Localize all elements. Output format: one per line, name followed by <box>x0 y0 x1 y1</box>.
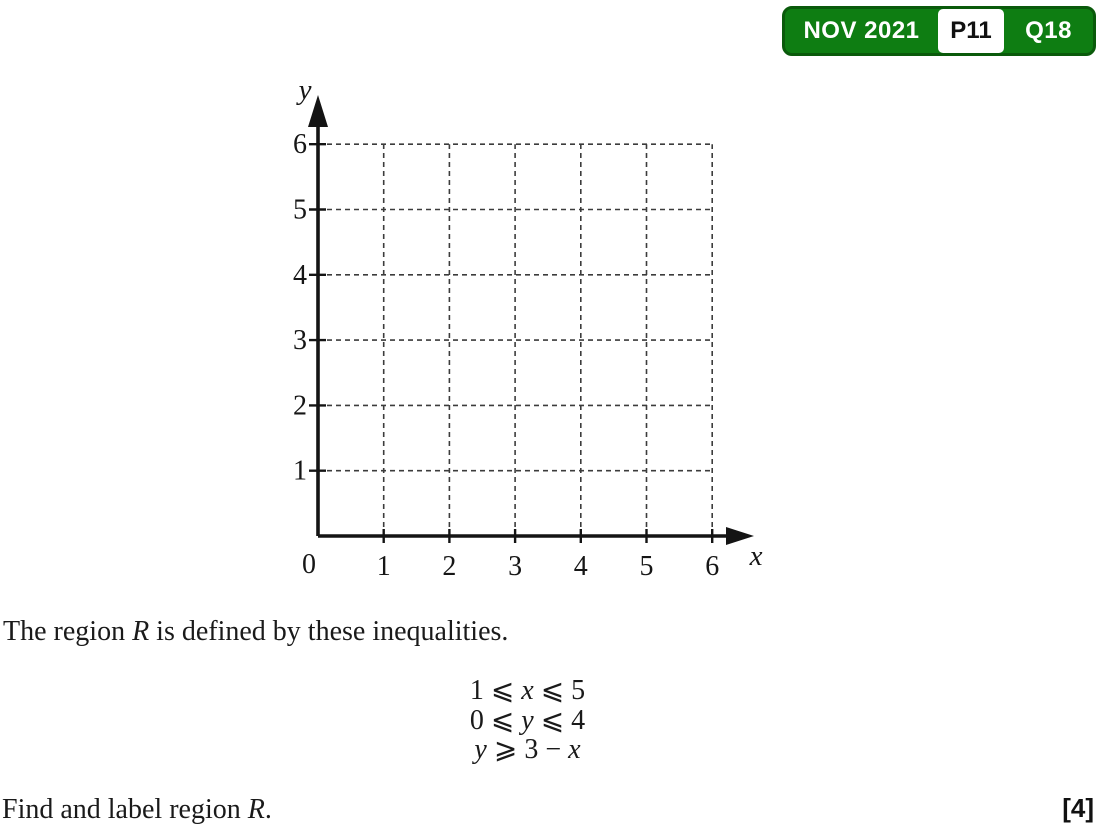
task-line <box>2 793 272 827</box>
ineq1-post: ⩽ 5 <box>533 675 586 706</box>
badge-session-label: NOV 2021 <box>803 17 920 44</box>
x-tick-label: 6 <box>705 551 720 582</box>
x-tick-label: 4 <box>573 551 588 582</box>
y-tick-label: 2 <box>293 390 307 422</box>
badge-paper-label: P11 <box>938 9 1004 53</box>
inequalities-block <box>0 676 1055 765</box>
ineq1-pre: 1 ⩽ <box>469 675 522 706</box>
coordinate-grid <box>280 75 770 590</box>
ineq3-var1: y <box>474 734 487 765</box>
inequality-y-bounds <box>0 706 1055 736</box>
ineq3-mid: ⩾ 3 − <box>486 734 569 765</box>
x-axis-label: x <box>749 540 763 572</box>
ineq2-pre: 0 ⩽ <box>469 704 522 736</box>
origin-label: 0 <box>302 549 316 580</box>
x-tick-label: 5 <box>639 551 654 582</box>
y-tick-label: 5 <box>293 194 307 226</box>
inequality-x-bounds <box>0 676 1055 706</box>
ineq2-var: y <box>521 704 534 736</box>
inequality-line <box>0 735 1055 765</box>
task-text-pre: Find and label region <box>2 794 248 825</box>
ineq1-var: x <box>521 675 534 706</box>
y-tick-label: 1 <box>293 455 307 487</box>
x-tick-label: 2 <box>442 551 457 582</box>
marks-label: [4] <box>1062 793 1094 823</box>
paper-badge <box>782 6 1096 56</box>
x-tick-label: 1 <box>376 551 391 582</box>
ineq3-var2: x <box>568 734 581 765</box>
ineq2-post: ⩽ 4 <box>533 704 586 736</box>
problem-intro <box>3 615 508 649</box>
intro-text-post: is defined by these inequalities. <box>149 616 509 647</box>
y-tick-label: 3 <box>293 325 307 357</box>
y-axis-label: y <box>298 75 312 106</box>
region-symbol: R <box>247 794 265 825</box>
y-tick-label: 4 <box>293 259 307 291</box>
x-tick-label: 3 <box>508 551 523 582</box>
badge-question-label: Q18 <box>1025 17 1072 44</box>
y-tick-label: 6 <box>293 129 307 161</box>
intro-text-pre: The region <box>3 616 133 647</box>
region-symbol: R <box>132 616 150 647</box>
task-text-post: . <box>264 794 272 825</box>
